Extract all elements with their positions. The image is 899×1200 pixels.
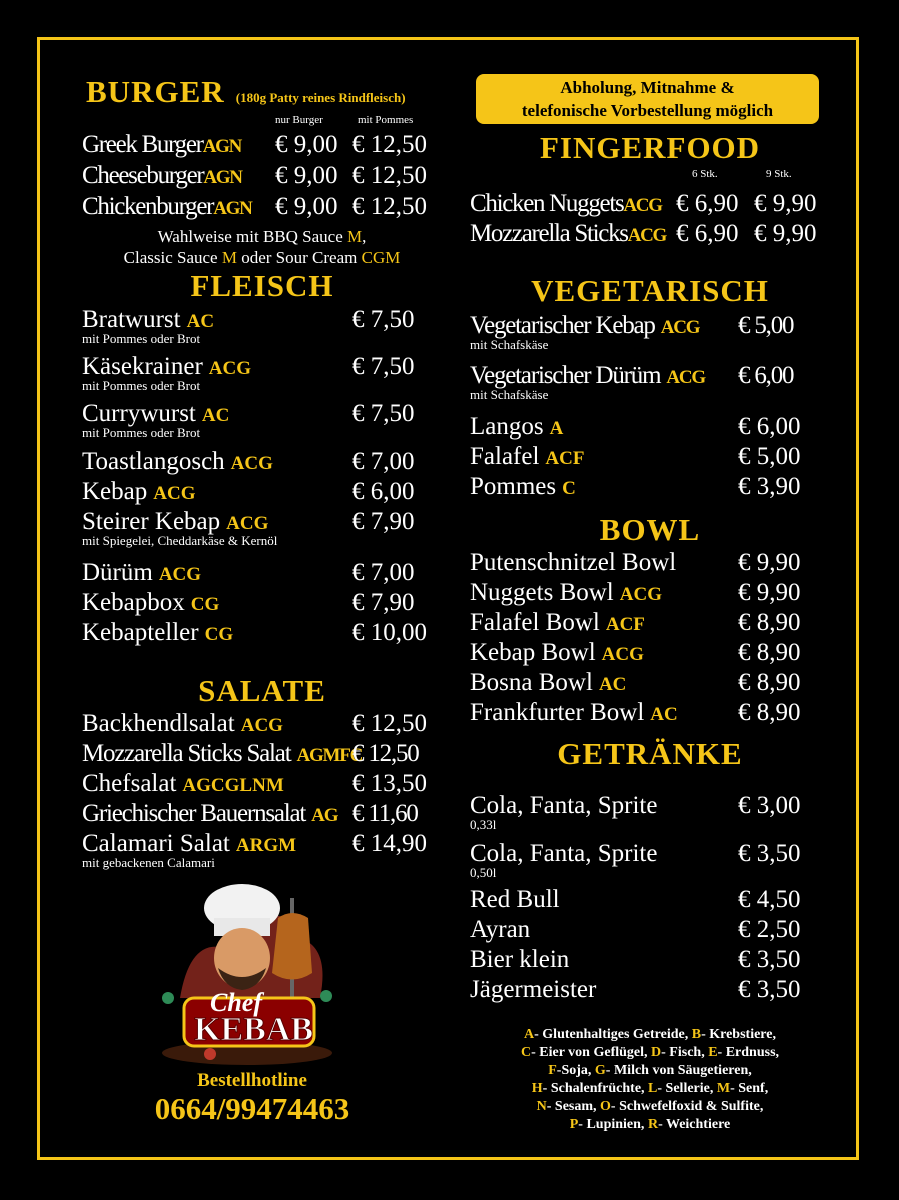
item-price-2: € 12,50	[352, 131, 427, 158]
allergen-desc: - Weichtiere	[658, 1117, 731, 1132]
allergen-letter: D	[651, 1045, 662, 1060]
item-price: € 8,90	[738, 699, 801, 726]
sauce-note-text: Wahlweise mit BBQ Sauce	[157, 227, 347, 246]
allergen-desc: - Eier von Geflügel,	[531, 1045, 652, 1060]
allergen-code: AGCGLNM	[182, 775, 284, 796]
allergen-line	[470, 1116, 830, 1134]
item-price: € 7,90	[352, 589, 415, 616]
item-note: mit Pommes oder Brot	[82, 378, 201, 393]
allergen-letter: N	[536, 1099, 547, 1114]
allergen-line	[470, 1080, 830, 1098]
allergen-letter: O	[600, 1099, 611, 1114]
item-note: mit Pommes oder Brot	[82, 425, 201, 440]
burger-col-label-2: mit Pommes	[358, 114, 414, 126]
item-name-text: Griechischer Bauernsalat	[82, 800, 306, 827]
allergen-letter: P	[569, 1117, 579, 1132]
allergen-code: ACG	[623, 195, 662, 216]
allergen-line	[470, 1098, 830, 1116]
allergen-code: C	[562, 478, 576, 499]
item-price-2: € 12,50	[352, 162, 427, 189]
burger-subtitle: (180g Patty reines Rindfleisch)	[235, 90, 406, 105]
sauce-code: M	[347, 227, 363, 246]
notice-line: telefonische Vorbestellung möglich	[521, 101, 774, 120]
allergen-desc: - Erdnuss,	[717, 1045, 780, 1060]
item-price: € 5,00	[738, 443, 801, 470]
allergen-letter: H	[531, 1081, 543, 1096]
item-note: mit Spiegelei, Cheddarkäse & Kernöl	[82, 533, 278, 548]
item-price: € 11,60	[352, 800, 418, 827]
hotline-number[interactable]: 0664/99474463	[154, 1091, 350, 1126]
item-name-text: Bosna Bowl	[470, 669, 593, 696]
item-price: € 12,50	[352, 740, 419, 767]
burger-header	[86, 74, 406, 110]
allergen-letter: R	[647, 1117, 659, 1132]
item-name-text: Kebap	[82, 478, 148, 505]
fingerfood-title: FINGERFOOD	[539, 130, 761, 165]
item-note: 0,33l	[470, 817, 497, 832]
item-note: mit Schafskäse	[470, 387, 549, 402]
allergen-code: ACF	[545, 448, 585, 469]
allergen-desc: - Krebstiere,	[701, 1027, 776, 1042]
item-price: € 3,50	[738, 976, 801, 1003]
vegetarisch-title: VEGETARISCH	[531, 273, 769, 308]
allergen-code: AC	[186, 311, 215, 332]
item-price-1: € 6,90	[676, 190, 739, 217]
item-name-text: Mozzarella Sticks	[470, 220, 628, 247]
allergen-code: ACG	[230, 453, 273, 474]
item-price-2: € 9,90	[754, 190, 817, 217]
allergen-code: AGN	[203, 167, 242, 188]
allergen-letter: B	[691, 1027, 702, 1042]
item-price: € 10,00	[352, 619, 427, 646]
sauce-note-text: ,	[362, 227, 367, 246]
item-price-1: € 6,90	[676, 220, 739, 247]
fingerfood-col-label-2: 9 Stk.	[766, 168, 792, 180]
allergen-code: CG	[204, 624, 234, 645]
item-name	[470, 549, 676, 577]
allergen-desc: - Senf,	[730, 1081, 769, 1096]
item-price: € 9,90	[738, 549, 801, 576]
item-price-1: € 9,00	[275, 162, 338, 189]
allergen-code: ACG	[619, 584, 662, 605]
sauce-note-text: oder Sour Cream	[236, 248, 362, 267]
item-name	[470, 413, 563, 443]
item-name-text: Backhendlsalat	[82, 710, 235, 737]
item-name-text: Ayran	[470, 916, 531, 943]
item-name-text: Chefsalat	[82, 770, 177, 797]
item-price-2: € 9,90	[754, 220, 817, 247]
burger-sauce-note	[82, 226, 442, 268]
item-name-text: Chicken Nuggets	[470, 190, 624, 217]
item-name	[470, 976, 596, 1004]
allergen-code: AGN	[213, 198, 252, 219]
item-name	[82, 193, 252, 223]
item-name	[82, 589, 219, 619]
fleisch-title: FLEISCH	[190, 268, 334, 303]
item-name-text: Pommes	[470, 473, 557, 500]
sauce-code: M	[221, 248, 237, 267]
allergen-letter: C	[520, 1045, 532, 1060]
notice-line: Abholung, Mitnahme &	[560, 78, 735, 97]
item-name-text: Chickenburger	[82, 193, 214, 220]
allergen-code: ACG	[153, 483, 196, 504]
item-name	[470, 443, 584, 473]
item-price: € 7,50	[352, 400, 415, 427]
item-name	[470, 473, 576, 503]
item-name	[470, 946, 569, 974]
allergen-desc: - Schalenfrüchte,	[542, 1081, 649, 1096]
allergen-letter: L	[648, 1081, 658, 1096]
allergen-code: AGN	[202, 136, 242, 157]
item-price: € 3,90	[738, 473, 801, 500]
item-name	[470, 190, 662, 220]
item-name	[82, 478, 195, 508]
allergen-desc: -Soja,	[556, 1063, 595, 1078]
item-name-text: Cheeseburger	[82, 162, 204, 189]
item-name-text: Kebap Bowl	[470, 639, 596, 666]
item-name	[470, 840, 657, 868]
item-price-2: € 12,50	[352, 193, 427, 220]
allergen-line	[470, 1044, 830, 1062]
allergen-legend	[470, 1026, 830, 1134]
allergen-code: AC	[598, 674, 627, 695]
item-name-text: Toastlangosch	[82, 448, 225, 475]
allergen-code: ACG	[660, 317, 700, 338]
item-name	[470, 579, 662, 609]
allergen-code: ACG	[627, 225, 667, 246]
allergen-code: AC	[201, 405, 230, 426]
item-name	[470, 609, 645, 639]
item-name-text: Jägermeister	[470, 976, 597, 1003]
item-price: € 3,00	[738, 792, 801, 819]
allergen-desc: - Sellerie,	[657, 1081, 717, 1096]
bowl-title: BOWL	[599, 512, 701, 547]
item-name	[470, 220, 666, 250]
allergen-desc: - Sesam,	[546, 1099, 601, 1114]
allergen-line	[470, 1026, 830, 1044]
item-name	[470, 699, 678, 729]
allergen-code: AG	[311, 805, 338, 826]
item-name	[470, 639, 644, 669]
item-name-text: Putenschnitzel Bowl	[470, 549, 677, 576]
allergen-letter: G	[594, 1063, 606, 1078]
item-name	[470, 916, 530, 944]
logo-text-chef: Chef	[210, 988, 262, 1017]
allergen-letter: M	[716, 1081, 731, 1096]
allergen-letter: E	[708, 1045, 718, 1060]
item-price: € 3,50	[738, 840, 801, 867]
burger-col-label-1: nur Burger	[275, 114, 323, 126]
allergen-code: ACG	[666, 367, 705, 388]
item-price: € 7,90	[352, 508, 415, 535]
allergen-code: ARGM	[235, 835, 297, 856]
allergen-desc: - Fisch,	[661, 1045, 709, 1060]
item-price: € 5,00	[738, 312, 794, 339]
item-note: 0,50l	[470, 865, 497, 880]
allergen-code: ACF	[605, 614, 645, 635]
item-price: € 8,90	[738, 639, 801, 666]
sauce-note-text: Classic Sauce	[123, 248, 222, 267]
allergen-code: ACG	[240, 715, 283, 736]
item-name-text: Falafel Bowl	[470, 609, 600, 636]
allergen-code: ACG	[158, 564, 202, 585]
item-name-text: Vegetarischer Dürüm	[470, 362, 661, 389]
allergen-line	[470, 1062, 830, 1080]
item-name-text: Falafel	[470, 443, 540, 470]
item-name-text: Cola, Fanta, Sprite	[470, 792, 658, 819]
item-price: € 12,50	[352, 710, 427, 737]
item-name-text: Kebapteller	[82, 619, 199, 646]
item-name-text: Käsekrainer	[82, 353, 203, 380]
allergen-code: AC	[650, 704, 678, 725]
getraenke-title: GETRÄNKE	[557, 736, 743, 771]
item-price: € 7,00	[352, 448, 415, 475]
item-name	[82, 162, 242, 192]
item-price-1: € 9,00	[275, 131, 338, 158]
allergen-letter: F	[548, 1063, 557, 1078]
item-name	[82, 710, 283, 740]
item-price: € 6,00	[738, 413, 801, 440]
item-note: mit Pommes oder Brot	[82, 331, 201, 346]
salate-title: SALATE	[198, 673, 326, 708]
item-name-text: Bier klein	[470, 946, 570, 973]
item-name-text: Steirer Kebap	[82, 508, 221, 535]
item-price: € 3,50	[738, 946, 801, 973]
item-name-text: Frankfurter Bowl	[470, 699, 645, 726]
item-name	[82, 131, 241, 161]
allergen-code: ACG	[208, 358, 251, 379]
allergen-code: A	[549, 418, 564, 439]
item-price: € 6,00	[738, 362, 794, 389]
allergen-letter: A	[524, 1027, 535, 1042]
logo-text-kebab: KEBAB	[194, 1011, 314, 1048]
item-name	[82, 619, 233, 649]
item-price: € 2,50	[738, 916, 801, 943]
allergen-code: AGMFC	[296, 745, 363, 766]
allergen-code: CG	[190, 594, 220, 615]
allergen-code: ACG	[601, 644, 644, 665]
item-name-text: Nuggets Bowl	[470, 579, 614, 606]
item-name-text: Mozzarella Sticks Salat	[82, 740, 291, 767]
item-name	[82, 559, 201, 589]
item-name	[82, 800, 337, 830]
item-price-1: € 9,00	[275, 193, 338, 220]
allergen-desc: - Milch von Säugetieren,	[605, 1063, 752, 1078]
item-note: mit gebackenen Calamari	[82, 855, 215, 870]
hotline-label: Bestellhotline	[197, 1070, 307, 1091]
item-name-text: Langos	[470, 413, 544, 440]
item-price: € 8,90	[738, 669, 801, 696]
item-name	[470, 792, 657, 820]
item-name	[82, 448, 273, 478]
item-name-text: Dürüm	[82, 559, 153, 586]
item-price: € 8,90	[738, 609, 801, 636]
item-name-text: Greek Burger	[82, 131, 203, 158]
item-price: € 9,90	[738, 579, 801, 606]
chef-kebab-logo	[150, 878, 345, 1068]
item-price: € 7,50	[352, 353, 415, 380]
item-price: € 13,50	[352, 770, 427, 797]
burger-title: BURGER	[86, 74, 225, 109]
allergen-code: ACG	[226, 513, 269, 534]
fingerfood-col-label-1: 6 Stk.	[692, 168, 718, 180]
item-name-text: Kebapbox	[82, 589, 185, 616]
item-name-text: Cola, Fanta, Sprite	[470, 840, 658, 867]
item-name	[82, 770, 284, 800]
item-name-text: Bratwurst	[82, 306, 181, 333]
item-price: € 7,00	[352, 559, 415, 586]
sauce-code: CGM	[361, 248, 401, 267]
item-name-text: Calamari Salat	[82, 830, 230, 857]
allergen-desc: - Glutenhaltiges Getreide,	[534, 1027, 692, 1042]
item-name-text: Currywurst	[82, 400, 196, 427]
item-name	[470, 886, 560, 914]
item-name	[82, 740, 362, 770]
item-price: € 4,50	[738, 886, 801, 913]
item-price: € 6,00	[352, 478, 415, 505]
item-name-text: Red Bull	[470, 886, 560, 913]
item-note: mit Schafskäse	[470, 337, 549, 352]
item-name-text: Vegetarischer Kebap	[470, 312, 655, 339]
allergen-desc: - Schwefelfoxid & Sulfite,	[610, 1099, 764, 1114]
allergen-desc: - Lupinien,	[578, 1117, 648, 1132]
item-price: € 14,90	[352, 830, 427, 857]
item-name	[470, 669, 626, 699]
pickup-notice	[476, 74, 819, 124]
item-price: € 7,50	[352, 306, 415, 333]
